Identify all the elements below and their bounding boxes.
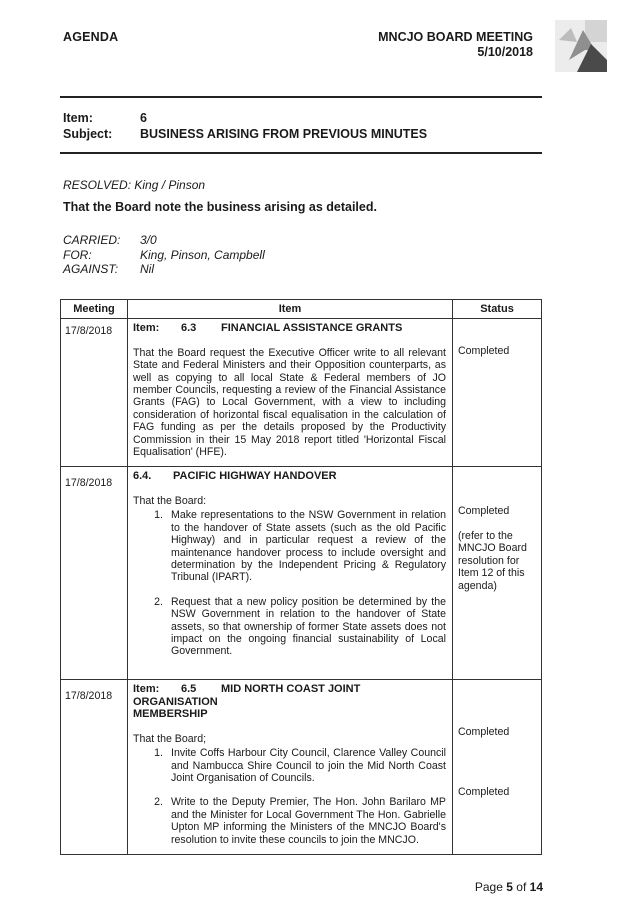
item-title-text-line2: MEMBERSHIP [133, 708, 208, 721]
meeting-date-cell: 17/8/2018 [61, 319, 128, 467]
status-text: Completed [458, 785, 510, 798]
item-cell [128, 319, 453, 467]
item-title [133, 470, 446, 482]
page-number [475, 880, 543, 894]
status-note: (refer to the MNCJO Board resolution for Item 12 of this agenda) [458, 529, 527, 592]
mncjo-logo-icon [555, 20, 607, 72]
list-item-text: Write to the Deputy Premier, The Hon. John Barilaro MP and the Minister for Local Government The Hon. Gabrielle Upton MP informing the Ministers of the MNCJO Board's resolution to invite these councils to join the MNCJO. [171, 796, 446, 846]
resolved-line: RESOLVED: King / Pinson [63, 178, 206, 192]
meeting-date-cell: 17/8/2018 [61, 680, 128, 854]
divider-bottom [60, 152, 542, 154]
page-total: 14 [529, 880, 543, 894]
item-prefix: Item: [133, 322, 160, 335]
subject-label: Subject: [63, 127, 113, 141]
item-prefix: Item: [133, 683, 160, 696]
meeting-date-cell: 17/8/2018 [61, 467, 128, 680]
item-number: 6 [140, 111, 147, 125]
table-header-row [61, 300, 542, 319]
table-row [61, 319, 542, 467]
col-header-item: Item [128, 300, 453, 319]
col-header-status: Status [453, 300, 542, 319]
table-row [61, 680, 542, 854]
table-row [61, 467, 542, 680]
page-of: of [516, 880, 527, 894]
list-item: 2. Request that a new policy position be determined by the NSW Government in relation to the handover of State assets, so that ownership of former State assets does not impact on the ongoing financial sustainability of Local Government. [154, 595, 446, 658]
item-intro: That the Board: [133, 494, 207, 507]
item-subject: BUSINESS ARISING FROM PREVIOUS MINUTES [140, 127, 428, 141]
for-value: King, Pinson, Campbell [140, 247, 265, 262]
item-list [133, 747, 446, 846]
list-item-text: Invite Coffs Harbour City Council, Clarence Valley Council and Nambucca Shire Council to join the Mid North Coast Joint Organisation of Councils. [171, 747, 446, 784]
meeting-date: 5/10/2018 [477, 45, 533, 59]
item-title [133, 683, 446, 720]
status-cell: Completed [453, 319, 542, 467]
meeting-name: MNCJO BOARD MEETING [378, 30, 533, 44]
list-item: 1. Invite Coffs Harbour City Council, Clarence Valley Council and Nambucca Shire Council to join the Mid North Coast Joint Organisation of Councils. [154, 747, 446, 784]
list-item: 2. Write to the Deputy Premier, The Hon. John Barilaro MP and the Minister for Local Government The Hon. Gabrielle Upton MP informing the Ministers of the MNCJO Board's resolution to invite these councils to join the MNCJO. [154, 796, 446, 846]
against-label: AGAINST: [63, 262, 119, 276]
item-title-text: MID NORTH COAST JOINT ORGANISATION [133, 683, 361, 708]
carried-value: 3/0 [140, 233, 157, 247]
item-cell [128, 467, 453, 680]
list-item: 1. Make representations to the NSW Government in relation to the handover of State assets (such as the old Pacific Highway) and in particular request a review of the maintenance handover process to include oversight and determination by the Independent Pricing & Regulatory Tribunal (IPART). [154, 509, 446, 584]
status-cell [453, 467, 542, 680]
item-title-text: FINANCIAL ASSISTANCE GRANTS [221, 322, 403, 335]
status-text: Completed [458, 726, 510, 739]
against-value: Nil [140, 262, 154, 276]
item-cell [128, 680, 453, 854]
item-label: Item: [63, 111, 93, 125]
item-intro: That the Board; [133, 732, 207, 745]
agenda-label: AGENDA [63, 30, 119, 44]
page-current: 5 [506, 880, 513, 894]
list-item-text: Make representations to the NSW Government in relation to the handover of State assets (such as the old Pacific Highway) and in particular request a review of the maintenance handover process to include oversight and determination by the Independent Pricing & Regulatory Tribunal (IPART). [171, 509, 446, 584]
item-num: 6.4. [133, 470, 152, 483]
carried-label: CARRIED: [63, 233, 121, 247]
item-num: 6.5 [181, 683, 197, 696]
page-prefix: Page [474, 880, 503, 894]
item-title [133, 322, 446, 334]
col-header-meeting: Meeting [61, 300, 128, 319]
for-label: FOR: [63, 247, 92, 262]
item-paragraph: That the Board request the Executive Officer write to all relevant State and Federal Ministers and their Opposition counterparts, as well as copying to all local State & Federal members of JO member Councils, requesting a review of the Financial Assistance Grants (FAG) to Local Government, with a view to including consideration of horizontal fiscal equalisation in the calculation of FAG funding as per the details proposed by the Productivity Commission in their 15 May 2018 report titled 'Horizontal Fiscal Equalisation' (HFE). [133, 346, 446, 459]
divider-top [60, 96, 542, 98]
vote-labels [63, 233, 120, 277]
item-num: 6.3 [181, 322, 197, 335]
resolution-note: That the Board note the business arising as detailed. [63, 200, 377, 214]
item-labels [63, 110, 112, 142]
item-values [140, 110, 427, 142]
status-text: Completed [458, 505, 510, 518]
item-title-text: PACIFIC HIGHWAY HANDOVER [173, 470, 337, 483]
item-list [133, 509, 446, 657]
business-arising-table [60, 299, 542, 855]
status-cell [453, 680, 542, 854]
vote-values [140, 233, 265, 277]
meeting-title [378, 30, 533, 60]
list-item-text: Request that a new policy position be determined by the NSW Government in relation to the handover of State assets, so that ownership of former State assets does not impact on the ongoing financial sustainability of Local Government. [171, 595, 446, 658]
